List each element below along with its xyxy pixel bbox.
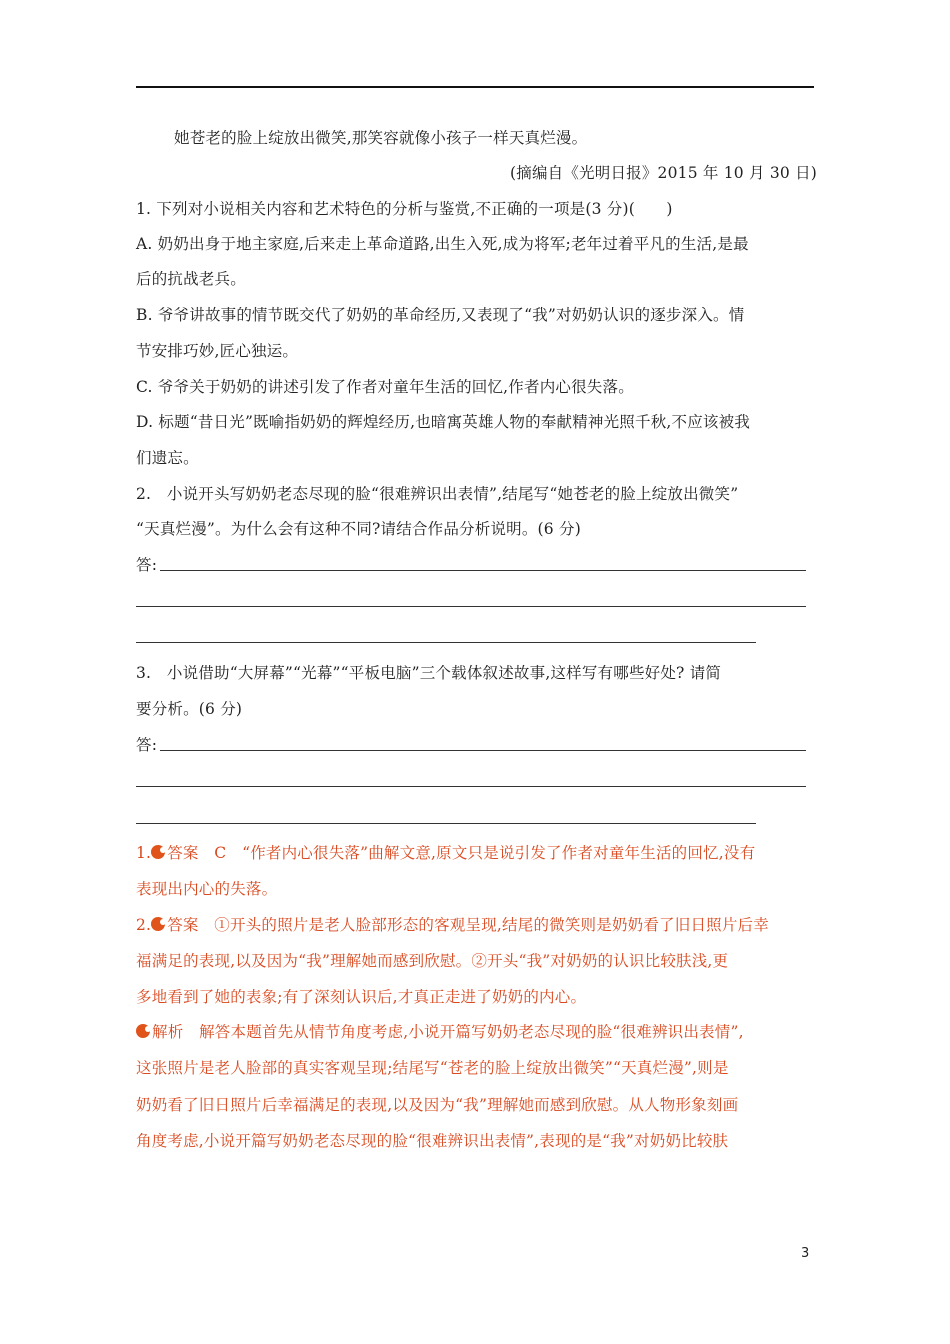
answer-line[interactable] xyxy=(136,823,756,824)
answer-line[interactable] xyxy=(136,786,806,787)
answer-2-line-1 xyxy=(136,914,816,936)
source-citation: (摘编自《光明日报》2015 年 10 月 30 日) xyxy=(510,164,818,182)
question-2-stem-1: 2. 小说开头写奶奶老态尽现的脸“很难辨识出表情”,结尾写“她苍老的脸上绽放出微笑” xyxy=(136,485,739,503)
analysis-line-1 xyxy=(136,1021,816,1043)
answer-1-label: 答案 xyxy=(167,844,199,862)
question-3-stem-2: 要分析。(6 分) xyxy=(136,700,243,718)
answer-1-line-1 xyxy=(136,842,816,864)
answer-line[interactable] xyxy=(160,750,806,751)
analysis-text: 解答本题首先从情节角度考虑,小说开篇写奶奶老态尽现的脸“很难辨识出表情”, xyxy=(183,1023,744,1041)
answer-2-line-2: 福满足的表现,以及因为“我”理解她而感到欣慰。②开头“我”对奶奶的认识比较肤浅,更 xyxy=(136,952,729,970)
question-2-answer-label: 答: xyxy=(136,556,158,574)
answer-line[interactable] xyxy=(136,606,806,607)
answer-line[interactable] xyxy=(160,570,806,571)
answer-2-line-3: 多地看到了她的表象;有了深刻认识后,才真正走进了奶奶的内心。 xyxy=(136,988,587,1006)
question-1-stem: 1. 下列对小说相关内容和艺术特色的分析与鉴赏,不正确的一项是(3 分)( ) xyxy=(136,200,673,218)
option-b-line-2: 节安排巧妙,匠心独运。 xyxy=(136,342,299,360)
answer-2-text: ①开头的照片是老人脸部形态的客观呈现,结尾的微笑则是奶奶看了旧日照片后幸 xyxy=(198,916,769,934)
answer-2-label: 答案 xyxy=(167,916,199,934)
page-number: 3 xyxy=(801,1246,810,1261)
answer-1-text: C “作者内心很失落”曲解文意,原文只是说引发了作者对童年生活的回忆,没有 xyxy=(198,844,756,862)
option-a-line-2: 后的抗战老兵。 xyxy=(136,270,246,288)
analysis-line-4: 角度考虑,小说开篇写奶奶老态尽现的脸“很难辨识出表情”,表现的是“我”对奶奶比较肤 xyxy=(136,1132,729,1150)
question-3-answer-label: 答: xyxy=(136,736,158,754)
analysis-line-3: 奶奶看了旧日照片后幸福满足的表现,以及因为“我”理解她而感到欣慰。从人物形象刻画 xyxy=(136,1096,739,1114)
answer-icon xyxy=(151,917,165,931)
header-rule xyxy=(136,86,814,88)
option-d-line-2: 们遗忘。 xyxy=(136,449,199,467)
analysis-icon xyxy=(136,1024,150,1038)
question-3-stem-1: 3. 小说借助“大屏幕”“光幕”“平板电脑”三个载体叙述故事,这样写有哪些好处? 请简 xyxy=(136,664,722,682)
answer-1-number: 1. xyxy=(136,844,152,862)
answer-line[interactable] xyxy=(136,642,756,643)
analysis-label: 解析 xyxy=(152,1023,184,1041)
option-b-line-1: B. 爷爷讲故事的情节既交代了奶奶的革命经历,又表现了“我”对奶奶认识的逐步深入。情 xyxy=(136,306,745,324)
option-a-line-1: A. 奶奶出身于地主家庭,后来走上革命道路,出生入死,成为将军;老年过着平凡的生活,是最 xyxy=(136,235,749,253)
answer-icon xyxy=(151,845,165,859)
answer-2-number: 2. xyxy=(136,916,152,934)
answer-1-line-2: 表现出内心的失落。 xyxy=(136,880,278,898)
question-2-stem-2: “天真烂漫”。为什么会有这种不同?请结合作品分析说明。(6 分) xyxy=(136,520,581,538)
option-c: C. 爷爷关于奶奶的讲述引发了作者对童年生活的回忆,作者内心很失落。 xyxy=(136,378,634,396)
analysis-line-2: 这张照片是老人脸部的真实客观呈现;结尾写“苍老的脸上绽放出微笑”“天真烂漫”,则是 xyxy=(136,1059,729,1077)
passage-last-paragraph: 她苍老的脸上绽放出微笑,那笑容就像小孩子一样天真烂漫。 xyxy=(174,129,588,147)
option-d-line-1: D. 标题“昔日光”既喻指奶奶的辉煌经历,也暗寓英雄人物的奉献精神光照千秋,不应该被我 xyxy=(136,413,751,431)
